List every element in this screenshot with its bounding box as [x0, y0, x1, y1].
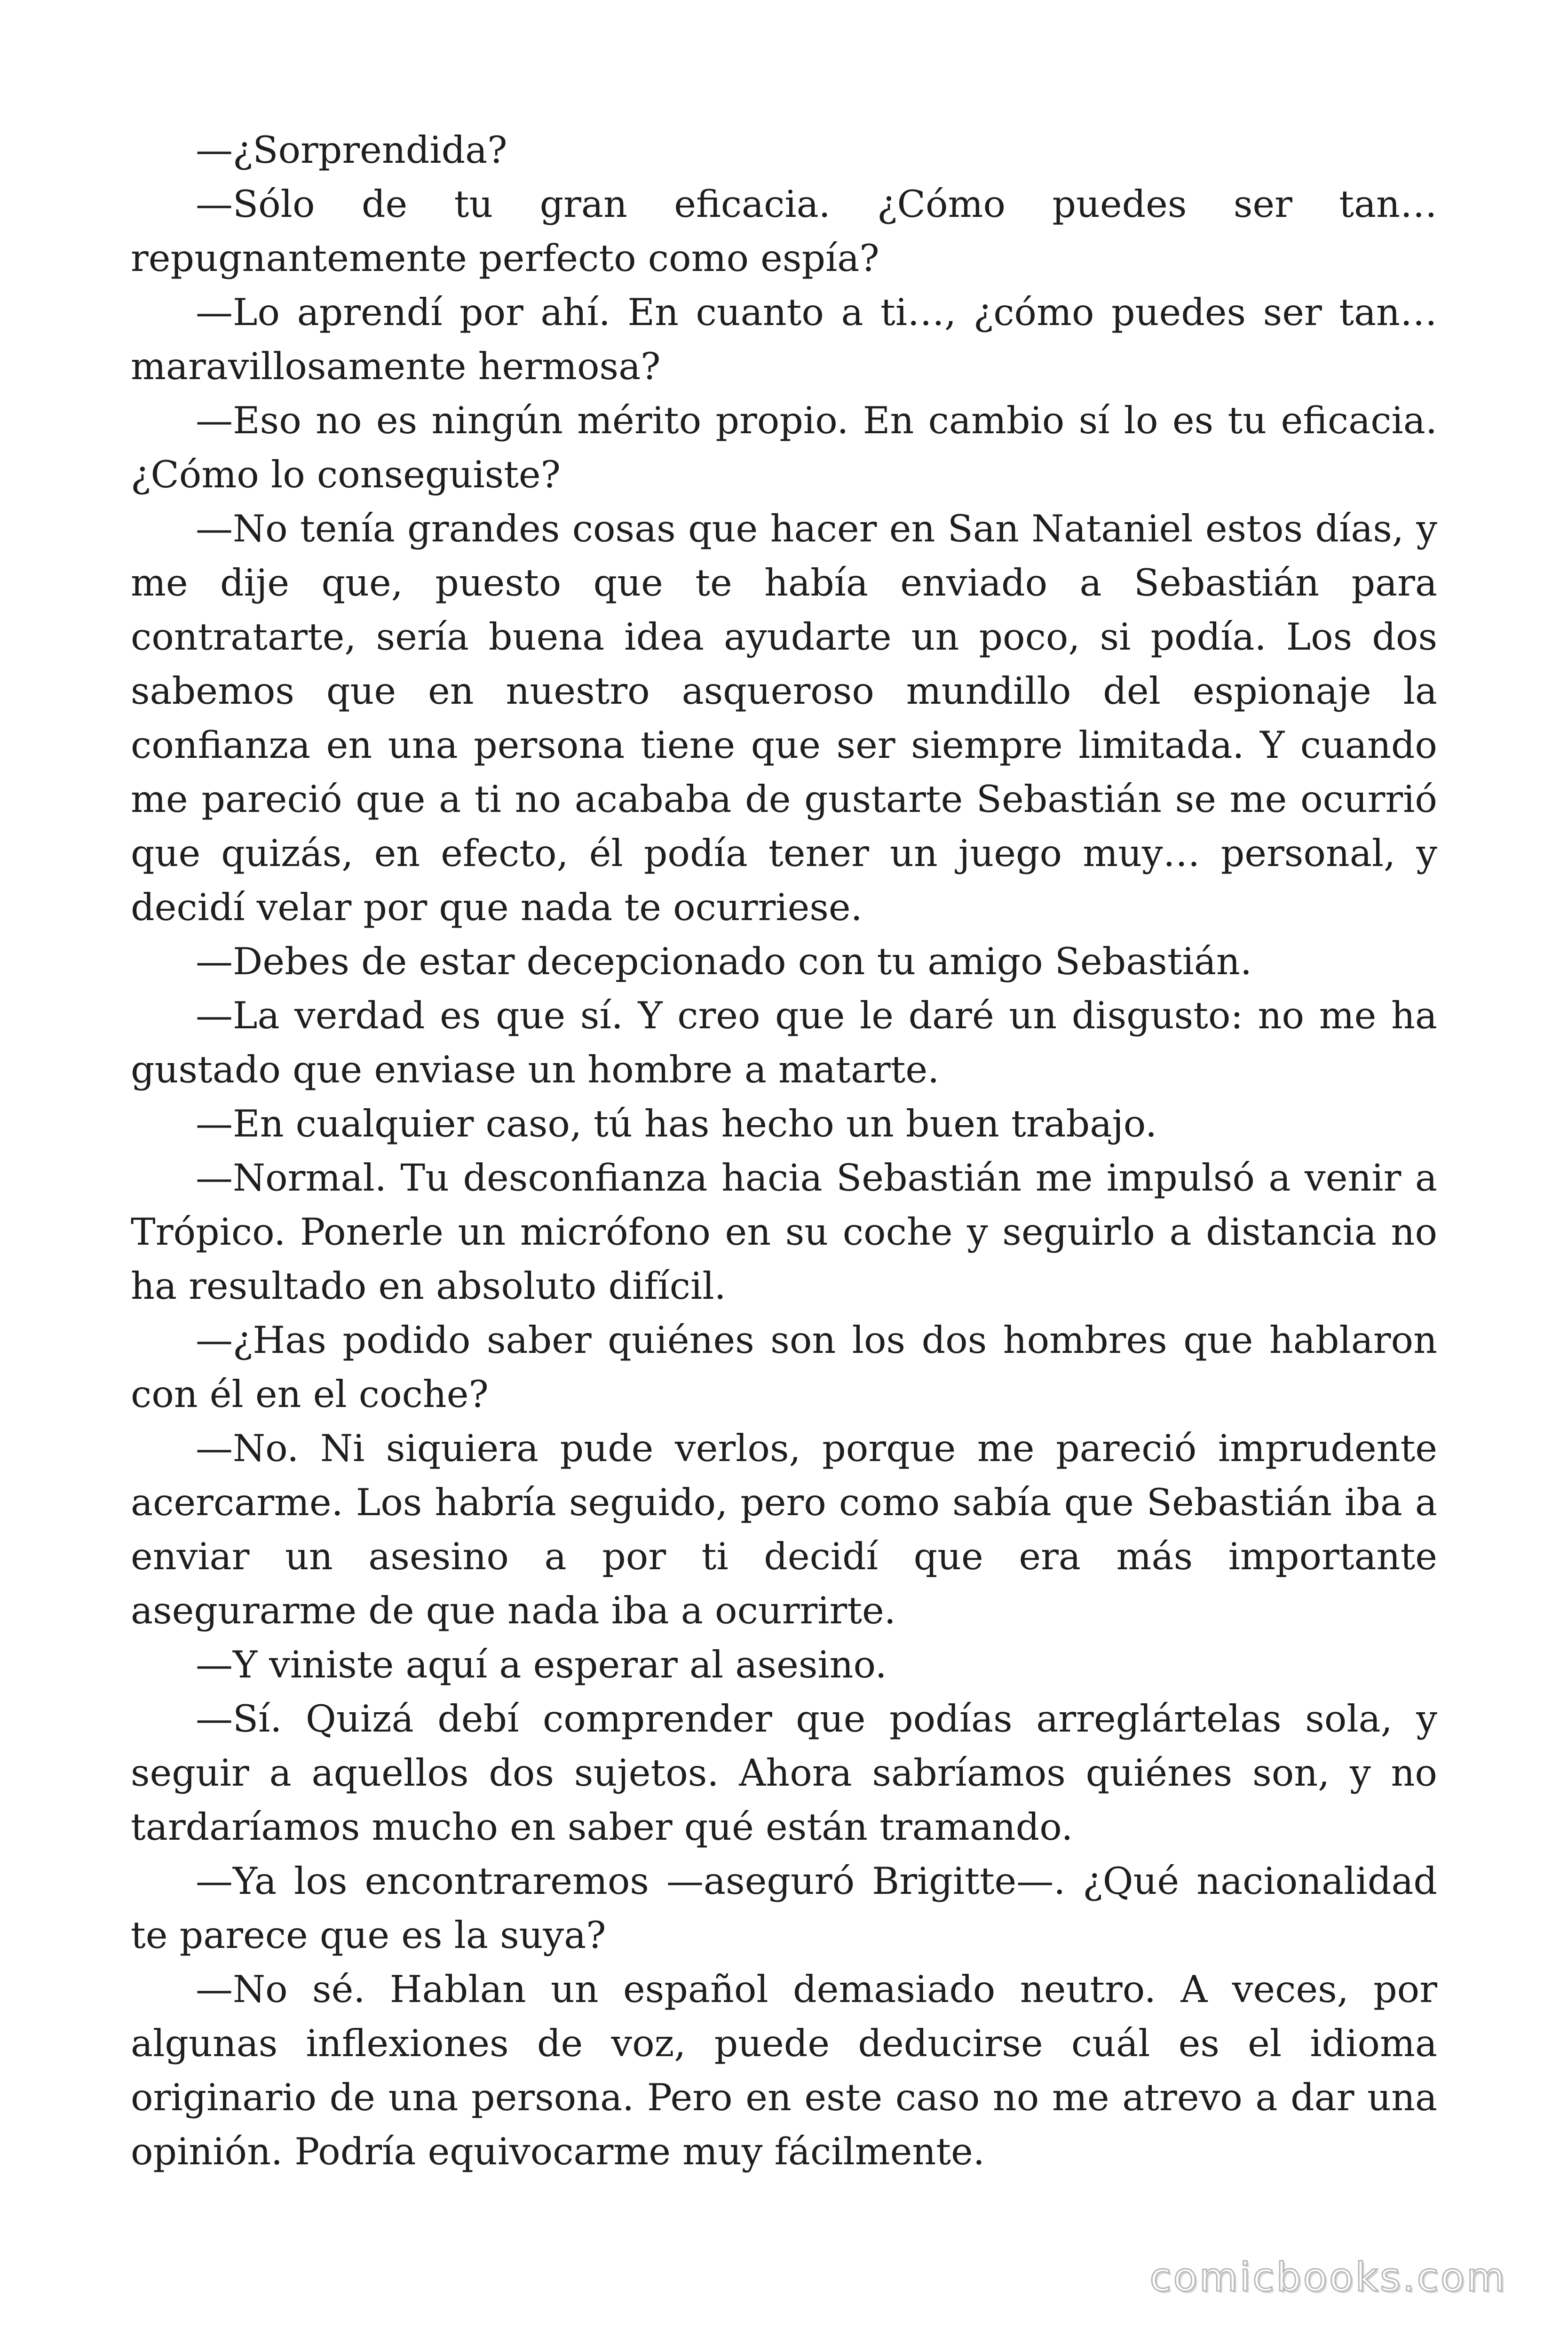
- paragraph: —Ya los encontraremos —aseguró Brigitte—. ¿Qué nacionalidad te parece que es la suya?: [131, 1859, 1437, 1957]
- paragraph: —Eso no es ningún mérito propio. En cambio sí lo es tu eficacia. ¿Cómo lo conseguiste?: [131, 399, 1437, 496]
- paragraph: —No. Ni siquiera pude verlos, porque me pareció imprudente acercarme. Los habría seguido, pero como sabía que Sebastián iba a enviar un asesino a por ti decidí que era más importante asegurarme de que nada iba a ocurrirte.: [131, 1427, 1437, 1632]
- paragraph: —¿Sorprendida?: [196, 128, 507, 172]
- watermark-logo: comicbooks.com: [1149, 2254, 1507, 2300]
- paragraph: —¿Has podido saber quiénes son los dos hombres que hablaron con él en el coche?: [131, 1319, 1437, 1416]
- paragraph: —Sólo de tu gran eficacia. ¿Cómo puedes ser tan… repugnantemente perfecto como espía?: [131, 183, 1437, 280]
- paragraph: —En cualquier caso, tú has hecho un buen trabajo.: [196, 1102, 1157, 1145]
- paragraph: —Debes de estar decepcionado con tu amigo Sebastián.: [196, 940, 1252, 983]
- paragraph: —Y viniste aquí a esperar al asesino.: [196, 1643, 887, 1686]
- page-body-text: [131, 123, 1437, 2179]
- paragraph: —No sé. Hablan un español demasiado neutro. A veces, por algunas inflexiones de voz, puede deducirse cuál es el idioma originario de una persona. Pero en este caso no me atrevo a dar una opinión. Podría equivocarme muy fácilmente.: [131, 1968, 1437, 2173]
- paragraph: —No tenía grandes cosas que hacer en San Nataniel estos días, y me dije que, puesto que te había enviado a Sebastián para contratarte, sería buena idea ayudarte un poco, si podía. Los dos sabemos que en nuestro asqueroso mundillo del espionaje la confianza en una persona tiene que ser siempre limitada. Y cuando me pareció que a ti no acababa de gustarte Sebastián se me ocurrió que quizás, en efecto, él podía tener un juego muy… personal, y decidí velar por que nada te ocurriese.: [131, 507, 1437, 929]
- paragraph: —Sí. Quizá debí comprender que podías arreglártelas sola, y seguir a aquellos dos sujetos. Ahora sabríamos quiénes son, y no tardaríamos mucho en saber qué están tramando.: [131, 1697, 1437, 1849]
- paragraph: —Normal. Tu desconfianza hacia Sebastián me impulsó a venir a Trópico. Ponerle un micrófono en su coche y seguirlo a distancia no ha resultado en absoluto difícil.: [131, 1156, 1437, 1308]
- paragraph: —Lo aprendí por ahí. En cuanto a ti…, ¿cómo puedes ser tan… maravillosamente hermosa?: [131, 291, 1437, 388]
- paragraph: —La verdad es que sí. Y creo que le daré un disgusto: no me ha gustado que enviase un hombre a matarte.: [131, 994, 1437, 1091]
